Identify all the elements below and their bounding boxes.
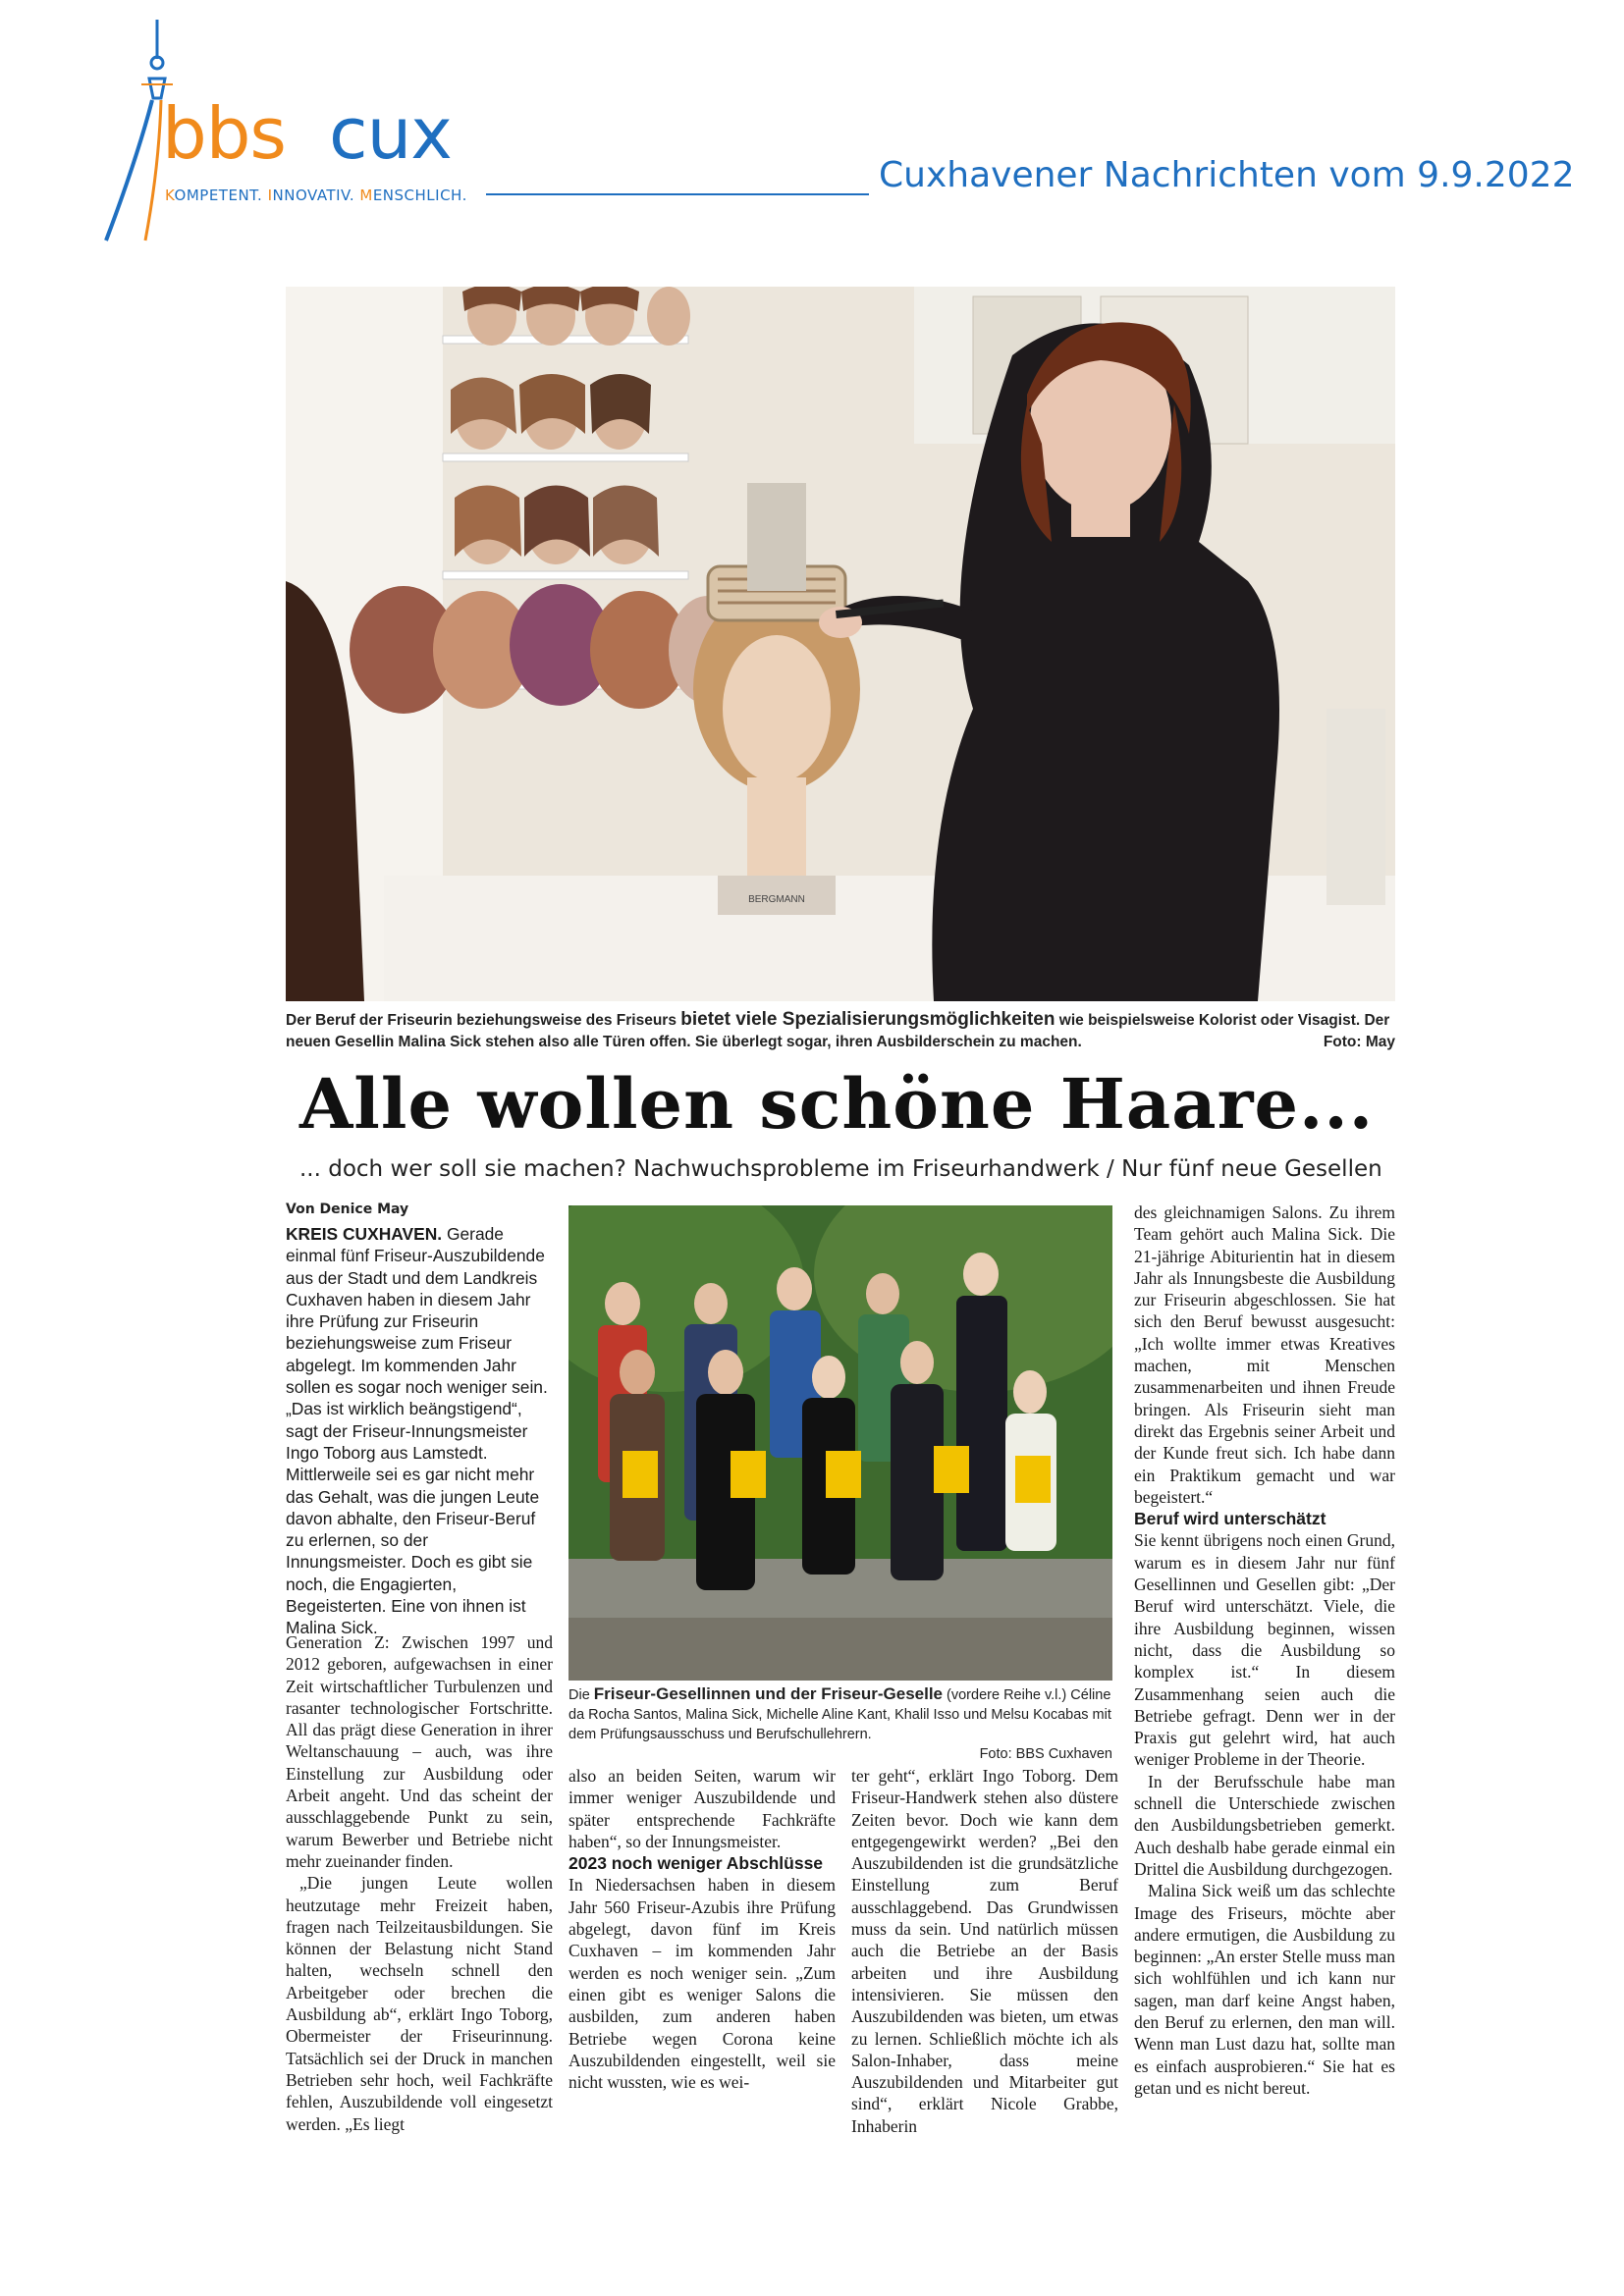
photo-credit: Foto: May — [1323, 1034, 1395, 1050]
body-column-3 — [851, 1765, 1118, 2137]
lead-paragraph: KREIS CUXHAVEN. Gerade einmal fünf Friseur-Auszubildende aus der Stadt und dem Landkreis Cuxhaven haben in diesem Jahr ihre Prüfung zur Friseurin beziehungsweise zum Friseur abgelegt. Im kommenden Jahr sollen es sogar noch weniger sein. „Das ist wirklich beängstigend“, sagt der Friseur-Innungsmeister Ingo Toborg aus Lamstedt. Mittlerweile sei es gar nicht mehr das Gehalt, was die jungen Leute davon abhalte, den Friseur-Beruf zu erlernen, so der Innungsmeister. Doch es gibt sie noch, die Engagierten, Begeisterten. Eine von ihnen ist Malina Sick. — [286, 1224, 548, 1638]
body-paragraph: In Niedersachsen haben in diesem Jahr 560 Friseur-Azubis ihre Prüfung abgelegt, davon fünf im Kreis Cuxhaven – im kommenden Jahr werden es noch weniger sein. „Zum einen gibt es weniger Salons die ausbilden, zum anderen haben Betriebe wegen Corona keine Auszubildenden eingestellt, weil sie nicht wussten, wie es wei- — [568, 1875, 836, 2093]
body-paragraph: Generation Z: Zwischen 1997 und 2012 geboren, aufgewachsen in einer Zeit wirtschaftlicher Turbulenzen und rasanter technologischer Fortschritte. All das prägt diese Generation in ihrer Weltanschauung – auch, was ihre Einstellung zur Ausbildung oder Arbeit angeht. Und das scheint der ausschlaggebende Punkt zu sein, warum Bewerber und Betriebe nicht mehr zueinander finden. — [286, 1632, 553, 1871]
logo-tagline: KOMPETENT. INNOVATIV. MENSCHLICH. — [165, 187, 467, 204]
body-paragraph: ter geht“, erklärt Ingo Toborg. Dem Friseur-Handwerk stehen also düstere Zeiten bevor. Doch wie kann dem entgegengewirkt werden? „Bei den Auszubildenden ist die grundsätzliche Einstellung zum Beruf ausschlaggebend. Das Grundwissen muss da sein. Und natürlich müssen auch die Betriebe an der Basis arbeiten und ihre Ausbildung intensivieren. Sie müssen den Auszubildenden was bieten, um etwas zu lernen. Schließlich möchte ich als Salon-Inhaber, dass meine Auszubildenden und Mitarbeiter gut sind“, erklärt Nicole Grabbe, Inhaberin — [851, 1766, 1118, 2136]
hairdresser-photo — [286, 287, 1395, 1001]
body-paragraph: Sie kennt übrigens noch einen Grund, warum es in diesem Jahr nur fünf Gesellinnen und Gesellen gibt: „Der Beruf wird unterschätzt. Viele, die ihre Ausbildung beginnen, wissen nicht, dass die Ausbildung so komplex ist.“ In diesem Zusammenhang seien auch die Betriebe gefragt. Denn wer in der Praxis gut gelehrt wird, hat auch weniger Probleme in der Theorie. — [1134, 1530, 1395, 1770]
body-paragraph: In der Berufsschule habe man schnell die Unterschiede zwischen den Ausbildungsbetrieben gemerkt. Auch deshalb habe gerade einmal ein Drittel die Ausbildung durchgezogen. — [1134, 1771, 1395, 1879]
logo-bbs-text: bbs — [162, 92, 286, 175]
headline: Alle wollen schöne Haare... — [299, 1063, 1375, 1145]
photo-credit: Foto: BBS Cuxhaven — [979, 1746, 1112, 1762]
logo-cux-text: cux — [329, 92, 452, 175]
body-paragraph: Malina Sick weiß um das schlechte Image des Friseurs, möchte aber andere ermutigen, die Ausbildung zu beginnen: „An erster Stelle muss man sich wohlfühlen und ich kann nur sagen, man darf keine Angst haben, den Beruf zu erlernen, den man will. Wenn man Lust dazu hat, sollte man es einfach ausprobieren.“ Sie hat es getan und es nicht bereut. — [1134, 1881, 1395, 2098]
body-column-4 — [1134, 1201, 1395, 2099]
subheadline: ... doch wer soll sie machen? Nachwuchsprobleme im Friseurhandwerk / Nur fünf neue Gesellen — [299, 1156, 1382, 1182]
body-paragraph: „Die jungen Leute wollen heutzutage mehr Freizeit haben, fragen nach Teilzeitausbildungen. Sie können der Belastung nicht Stand halten, wechseln schnell den Arbeitgeber oder brechen die Ausbildung ab“, erklärt Ingo Toborg, Obermeister der Friseurinnung. Tatsächlich sei der Druck in manchen Betrieben sehr hoch, weil Fachkräfte fehlen, Auszubildende voll eingesetzt werden. „Es liegt — [286, 1873, 553, 2134]
section-subheading: Beruf wird unterschätzt — [1134, 1509, 1326, 1529]
byline: Von Denice May — [286, 1201, 409, 1217]
group-photo-caption: Die Friseur-Gesellinnen und der Friseur-Geselle (vordere Reihe v.l.) Céline da Rocha Santos, Malina Sick, Michelle Aline Kant, Khalil Isso und Melsu Kocabas mit dem Prüfungsausschuss und Berufschullehrern. Foto: BBS Cuxhaven — [568, 1684, 1112, 1762]
body-paragraph: also an beiden Seiten, warum wir immer weniger Auszubildende und später entsprechende Fachkräfte haben“, so der Innungsmeister. — [568, 1766, 836, 1851]
body-paragraph: des gleichnamigen Salons. Zu ihrem Team gehört auch Malina Sick. Die 21-jährige Abiturientin hat in diesem Jahr als Innungsbeste die Ausbildung zur Friseurin abgeschlossen. Sie hat sich den Beruf bewusst ausgesucht: „Ich wollte immer etwas Kreatives machen, mit Menschen zusammenarbeiten und ihnen Freude bringen. Als Friseurin sieht man direkt das Ergebnis seiner Arbeit und der Kunde freut sich. Ich habe dann ein Praktikum gemacht und war begeistert.“ — [1134, 1202, 1395, 1507]
photo-caption: Der Beruf der Friseurin beziehungsweise des Friseurs bietet viele Spezialisierungsmöglichkeiten wie beispielsweise Kolorist oder Visagist. Der neuen Gesellin Malina Sick stehen also alle Türen offen. Sie überlegt sogar, ihren Ausbilderschein zu machen. Foto: May — [286, 1009, 1395, 1053]
svg-text:BERGMANN: BERGMANN — [748, 894, 805, 905]
section-subheading: 2023 noch weniger Abschlüsse — [568, 1853, 824, 1874]
publication-source: Cuxhavener Nachrichten vom 9.9.2022 — [879, 155, 1575, 195]
body-column-1 — [286, 1631, 553, 2135]
group-photo — [568, 1205, 1112, 1681]
body-column-2 — [568, 1765, 836, 2093]
header-rule — [486, 193, 869, 195]
